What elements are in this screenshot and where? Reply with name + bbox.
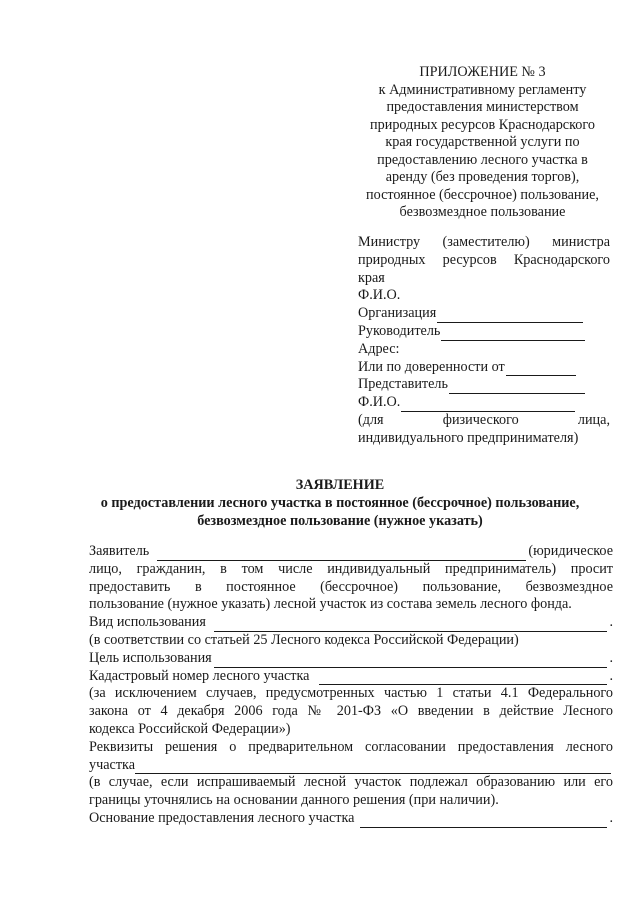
- organization-row: [358, 305, 610, 323]
- use-type-label: Вид использования: [89, 614, 206, 631]
- cadastral-label: Кадастровый номер лесного участка: [89, 667, 310, 684]
- basis-row: [89, 810, 613, 828]
- addressee-note-line2: индивидуального предпринимателя): [358, 429, 579, 446]
- statement-heading: [40, 476, 640, 530]
- representative-row: [358, 376, 610, 394]
- cadastral-field[interactable]: [319, 672, 607, 685]
- addressee-minister-line3: края: [358, 269, 385, 286]
- fio-label: Ф.И.О.: [358, 287, 401, 304]
- addressee-block: [358, 234, 610, 448]
- organization-label: Организация: [358, 305, 437, 322]
- statement-title: ЗАЯВЛЕНИЕ: [295, 477, 385, 493]
- appendix-title: ПРИЛОЖЕНИЕ № 3: [419, 64, 546, 80]
- decision-note: границы уточнялись на основании данного решения (при наличии).: [89, 792, 499, 809]
- decision-row: [89, 757, 613, 775]
- fio2-row: [358, 394, 610, 412]
- director-field[interactable]: [441, 327, 585, 341]
- appendix-line: предоставления министерством: [386, 99, 579, 115]
- statement-subtitle: о предоставлении лесного участка в постоянное (бессрочное) пользование,: [100, 495, 580, 511]
- cadastral-note: закона от 4 декабря 2006 года № 201-ФЗ «О введении в действие Лесного: [89, 703, 613, 720]
- fio2-field[interactable]: [401, 398, 575, 412]
- addressee-minister-line2: природных ресурсов Краснодарского: [358, 251, 610, 268]
- appendix-block: [345, 64, 620, 222]
- period: .: [609, 667, 613, 684]
- organization-field[interactable]: [437, 309, 583, 323]
- body-line: пользование (нужное указать) лесной участок из состава земель лесного фонда.: [89, 596, 572, 613]
- basis-field[interactable]: [360, 815, 607, 828]
- cadastral-row: [89, 668, 613, 686]
- statement-body: [89, 543, 613, 828]
- addressee-minister: Министру (заместителю) министра: [358, 234, 610, 250]
- proxy-label: Или по доверенности от: [358, 358, 505, 375]
- proxy-date-field[interactable]: [506, 362, 576, 376]
- basis-label: Основание предоставления лесного участка: [89, 809, 355, 826]
- appendix-line: к Административному регламенту: [378, 81, 587, 98]
- cadastral-note: кодекса Российской Федерации»): [89, 720, 291, 737]
- fio2-label: Ф.И.О.: [358, 394, 401, 411]
- purpose-label: Цель использования: [89, 649, 212, 666]
- purpose-row: [89, 650, 613, 668]
- applicant-row: [89, 543, 613, 561]
- addressee-note: (для физического лица,: [358, 411, 610, 428]
- appendix-line: постоянное (бессрочное) пользование,: [366, 186, 599, 203]
- proxy-row: [358, 359, 610, 377]
- decision-field[interactable]: [135, 761, 611, 774]
- period: .: [609, 649, 613, 666]
- appendix-line: предоставлению лесного участка в: [377, 151, 588, 168]
- appendix-line: безвозмездное пользование: [399, 204, 566, 220]
- decision-label: Реквизиты решения о предварительном согласовании предоставления лесного: [89, 738, 613, 755]
- applicant-field[interactable]: [157, 548, 526, 561]
- use-type-field[interactable]: [214, 619, 608, 632]
- appendix-line: аренду (без проведения торгов),: [385, 169, 580, 185]
- appendix-line: природных ресурсов Краснодарского: [370, 116, 595, 133]
- appendix-line: края государственной услуги по: [385, 134, 580, 150]
- cadastral-note: (за исключением случаев, предусмотренных частью 1 статьи 4.1 Федерального: [89, 685, 613, 702]
- applicant-suffix: (юридическое: [528, 543, 613, 559]
- use-type-note: (в соответствии со статьей 25 Лесного кодекса Российской Федерации): [89, 631, 519, 648]
- purpose-field[interactable]: [214, 655, 608, 668]
- representative-label: Представитель: [358, 376, 448, 393]
- period: .: [609, 614, 613, 631]
- body-line: лицо, гражданин, в том числе индивидуальный предприниматель) просит: [89, 560, 613, 577]
- representative-field[interactable]: [449, 380, 585, 394]
- director-row: [358, 323, 610, 341]
- decision-label-line2: участка: [89, 756, 135, 773]
- statement-subtitle-line2: безвозмездное пользование (нужное указать): [197, 513, 483, 529]
- applicant-label: Заявитель: [89, 543, 150, 559]
- use-type-row: [89, 614, 613, 632]
- director-label: Руководитель: [358, 322, 441, 339]
- address-label: Адрес:: [358, 340, 400, 357]
- decision-note: (в случае, если испрашиваемый лесной участок подлежал образованию или его: [89, 774, 613, 791]
- body-line: предоставить в постоянное (бессрочное) пользование, безвозмездное: [89, 578, 613, 595]
- period: .: [609, 809, 613, 826]
